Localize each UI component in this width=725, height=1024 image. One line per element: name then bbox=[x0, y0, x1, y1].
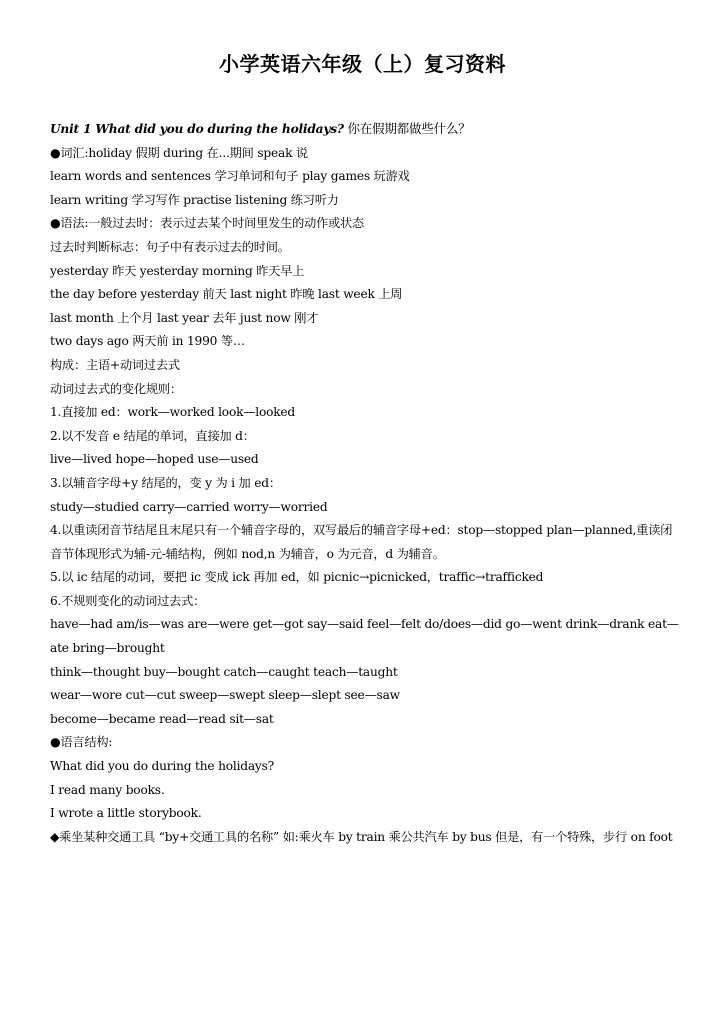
text-line: 5.以 ic 结尾的动词，要把 ic 变成 ick 再加 ed，如 picnic→picnicked，traffic→trafficked bbox=[50, 570, 544, 585]
text-line: ●语法:一般过去时：表示过去某个时间里发生的动作或状态 bbox=[50, 216, 365, 231]
text-line: study—studied carry—carried worry—worried bbox=[50, 499, 328, 514]
text-line: think—thought buy—bought catch—caught teach—taught bbox=[50, 664, 398, 679]
text-line: become—became read—read sit—sat bbox=[50, 711, 274, 726]
text-line: learn writing 学习写作 practise listening 练习听力 bbox=[50, 192, 339, 207]
text-line: I wrote a little storybook. bbox=[50, 806, 202, 821]
text-line: ●语言结构: bbox=[50, 735, 113, 750]
text-line: wear—wore cut—cut sweep—swept sleep—slept see—saw bbox=[50, 688, 400, 703]
text-line: yesterday 昨天 yesterday morning 昨天早上 bbox=[50, 263, 305, 278]
text-line: 过去时判断标志：句子中有表示过去的时间。 bbox=[50, 239, 290, 254]
text-line: live—lived hope—hoped use—used bbox=[50, 452, 259, 467]
document-body bbox=[50, 117, 680, 849]
text-line: 1.直接加 ed：work—worked look—looked bbox=[50, 405, 296, 420]
rule-4-paragraph: 4.以重读闭音节结尾且末尾只有一个辅音字母的，双写最后的辅音字母+ed：stop—stopped plan—planned,重读闭音节体现形式为辅-元-辅结构，例如 nod,n 为辅音，o 为元音，d 为辅音。 bbox=[50, 523, 673, 561]
text-line: ●词汇:holiday 假期 during 在...期间 speak 说 bbox=[50, 145, 308, 160]
text-line: 动词过去式的变化规则： bbox=[50, 381, 182, 396]
text-line: 6.不规则变化的动词过去式： bbox=[50, 593, 206, 608]
text-line: 构成：主语+动词过去式 bbox=[50, 357, 180, 372]
text-line: 3.以辅音字母+y 结尾的，变 y 为 i 加 ed： bbox=[50, 475, 281, 490]
text-line: 2.以不发音 e 结尾的单词，直接加 d： bbox=[50, 428, 255, 443]
text-line: learn words and sentences 学习单词和句子 play games 玩游戏 bbox=[50, 169, 410, 184]
unit-heading bbox=[50, 117, 680, 142]
unit-heading-cn: 你在假期都做些什么？ bbox=[347, 121, 471, 136]
transport-paragraph: ◆乘坐某种交通工具 “by+交通工具的名称” 如:乘火车 by train 乘公共汽车 by bus 但是，有一个特殊，步行 on foot bbox=[50, 829, 673, 844]
text-line: two days ago 两天前 in 1990 等… bbox=[50, 334, 245, 349]
text-line: last month 上个月 last year 去年 just now 刚才 bbox=[50, 310, 319, 325]
text-line: the day before yesterday 前天 last night 昨晚 last week 上周 bbox=[50, 287, 403, 302]
page-title: 小学英语六年级（上）复习资料 bbox=[219, 52, 506, 76]
text-line: What did you do during the holidays? bbox=[50, 759, 275, 774]
text-line: I read many books. bbox=[50, 782, 165, 797]
unit-heading-en: Unit 1 What did you do during the holidays? bbox=[50, 122, 344, 136]
irregular-verbs-paragraph: have—had am/is—was are—were get—got say—said feel—felt do/does—did go—went drink—drank eat—ate bring—brought bbox=[50, 617, 679, 656]
